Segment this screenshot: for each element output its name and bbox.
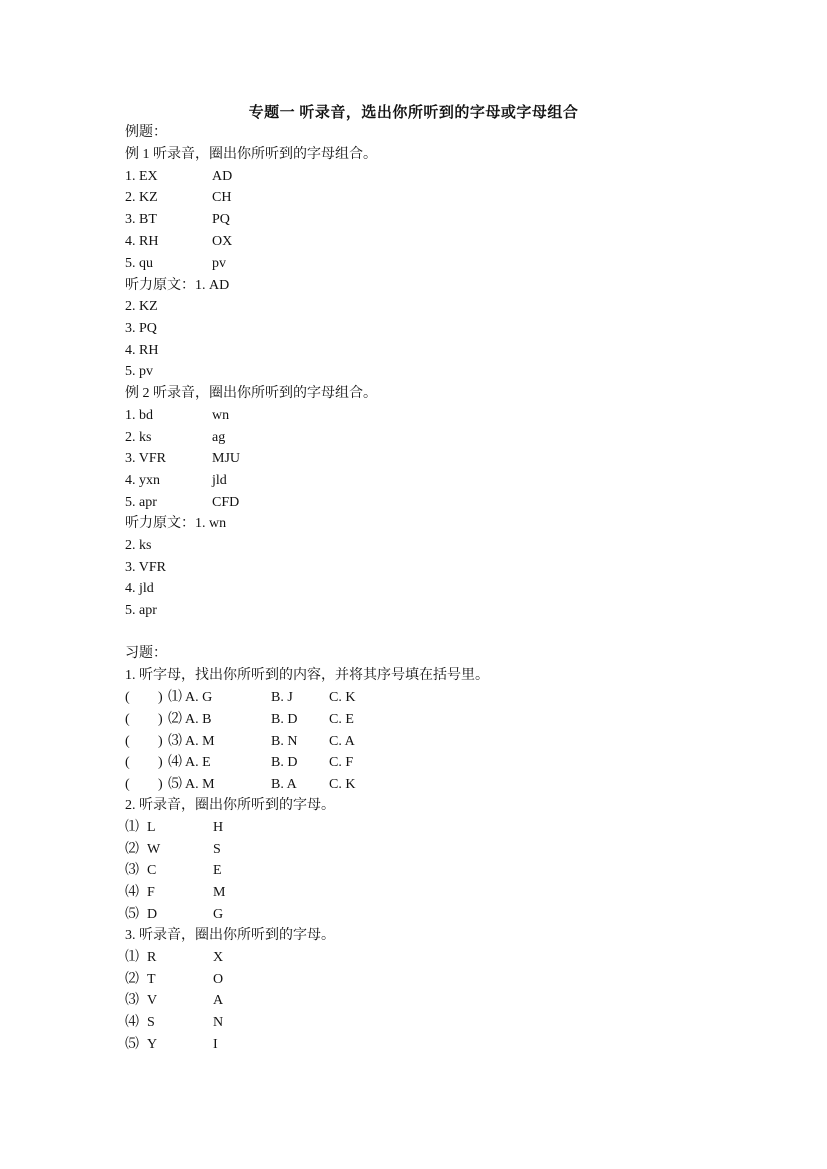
ex2-option-b: wn: [212, 408, 230, 423]
open-paren: (: [125, 712, 130, 727]
option-a: A. M: [185, 777, 215, 792]
option-c: C. E: [329, 712, 354, 727]
item-number: ⑵: [168, 712, 182, 727]
item-number: ⑷: [125, 885, 139, 900]
option-a: A. E: [185, 755, 211, 770]
option-a: A. M: [185, 734, 215, 749]
option-a: W: [147, 842, 161, 857]
option-c: C. K: [329, 690, 356, 705]
q3-heading: 3. 听录音，圈出你所听到的字母。: [125, 928, 335, 943]
item-number: ⑵: [125, 842, 139, 857]
transcript-label: 听力原文：: [125, 278, 195, 293]
ex2-transcript-item: 2. ks: [125, 538, 152, 553]
option-a: S: [147, 1015, 155, 1030]
ex1-option-b: AD: [212, 169, 233, 184]
option-b: B. N: [271, 734, 298, 749]
option-c: C. A: [329, 734, 355, 749]
ex2-option-a: 2. ks: [125, 430, 152, 445]
item-number: ⑸: [168, 777, 182, 792]
ex1-transcript-item: 4. RH: [125, 343, 159, 358]
option-a: R: [147, 950, 157, 965]
page-title: 专题一 听录音，选出你所听到的字母或字母组合: [248, 105, 579, 121]
item-number: ⑸: [125, 907, 139, 922]
transcript-item: 1. AD: [195, 278, 230, 293]
option-b: N: [213, 1015, 224, 1030]
option-a: T: [147, 972, 156, 987]
ex1-option-b: CH: [212, 190, 232, 205]
option-b: A: [213, 993, 224, 1008]
option-a: D: [147, 907, 158, 922]
option-a: F: [147, 885, 155, 900]
option-c: C. F: [329, 755, 354, 770]
ex2-option-a: 3. VFR: [125, 451, 166, 466]
q1-heading: 1. 听字母，找出你所听到的内容，并将其序号填在括号里。: [125, 668, 489, 683]
ex2-transcript-item: 3. VFR: [125, 560, 166, 575]
ex1-option-b: pv: [212, 256, 226, 271]
open-paren: (: [125, 777, 130, 792]
option-b: B. D: [271, 712, 298, 727]
ex2-option-b: ag: [212, 430, 226, 445]
ex1-option-b: PQ: [212, 212, 230, 227]
option-a: Y: [147, 1037, 158, 1052]
option-a: V: [147, 993, 158, 1008]
open-paren: (: [125, 734, 130, 749]
option-b: G: [213, 907, 224, 922]
ex2-option-a: 4. yxn: [125, 473, 160, 488]
close-paren: ): [158, 734, 163, 749]
close-paren: ): [158, 777, 163, 792]
ex2-transcript-item: 4. jld: [125, 581, 154, 596]
option-b: M: [213, 885, 226, 900]
option-c: C. K: [329, 777, 356, 792]
transcript-item: 1. wn: [195, 516, 227, 531]
ex1-option-a: 2. KZ: [125, 190, 158, 205]
item-number: ⑸: [125, 1037, 139, 1052]
ex1-transcript-item: 2. KZ: [125, 299, 158, 314]
open-paren: (: [125, 755, 130, 770]
option-b: O: [213, 972, 224, 987]
ex1-heading: 例 1 听录音，圈出你所听到的字母组合。: [125, 147, 377, 162]
close-paren: ): [158, 690, 163, 705]
option-a: L: [147, 820, 156, 835]
ex1-transcript-item: 3. PQ: [125, 321, 157, 336]
close-paren: ): [158, 712, 163, 727]
close-paren: ): [158, 755, 163, 770]
option-b: X: [213, 950, 224, 965]
option-b: E: [213, 863, 222, 878]
ex2-transcript-item: 5. apr: [125, 603, 157, 618]
option-a: C: [147, 863, 157, 878]
open-paren: (: [125, 690, 130, 705]
ex1-option-a: 1. EX: [125, 169, 158, 184]
item-number: ⑷: [125, 1015, 139, 1030]
item-number: ⑶: [168, 734, 182, 749]
ex2-heading: 例 2 听录音，圈出你所听到的字母组合。: [125, 386, 377, 401]
ex2-option-b: CFD: [212, 495, 240, 510]
option-b: B. D: [271, 755, 298, 770]
item-number: ⑴: [125, 950, 139, 965]
ex1-option-a: 4. RH: [125, 234, 159, 249]
option-b: S: [213, 842, 221, 857]
ex2-option-a: 5. apr: [125, 495, 157, 510]
transcript-label: 听力原文：: [125, 516, 195, 531]
option-b: H: [213, 820, 224, 835]
item-number: ⑷: [168, 755, 182, 770]
ex2-transcript: [125, 515, 226, 533]
option-b: B. A: [271, 777, 297, 792]
option-b: B. J: [271, 690, 293, 705]
item-number: ⑴: [168, 690, 182, 705]
exercise-heading: 习题：: [125, 646, 167, 661]
item-number: ⑴: [125, 820, 139, 835]
q2-heading: 2. 听录音，圈出你所听到的字母。: [125, 798, 335, 813]
example-heading: 例题：: [125, 125, 167, 140]
ex1-option-b: OX: [212, 234, 233, 249]
ex1-option-a: 3. BT: [125, 212, 157, 227]
option-a: A. B: [185, 712, 212, 727]
ex1-option-a: 5. qu: [125, 256, 153, 271]
ex1-transcript-item: 5. pv: [125, 364, 153, 379]
ex1-transcript: [125, 277, 229, 295]
option-a: A. G: [185, 690, 213, 705]
item-number: ⑶: [125, 993, 139, 1008]
option-b: I: [213, 1037, 218, 1052]
ex2-option-a: 1. bd: [125, 408, 153, 423]
item-number: ⑵: [125, 972, 139, 987]
ex2-option-b: jld: [212, 473, 227, 488]
ex2-option-b: MJU: [212, 451, 241, 466]
item-number: ⑶: [125, 863, 139, 878]
